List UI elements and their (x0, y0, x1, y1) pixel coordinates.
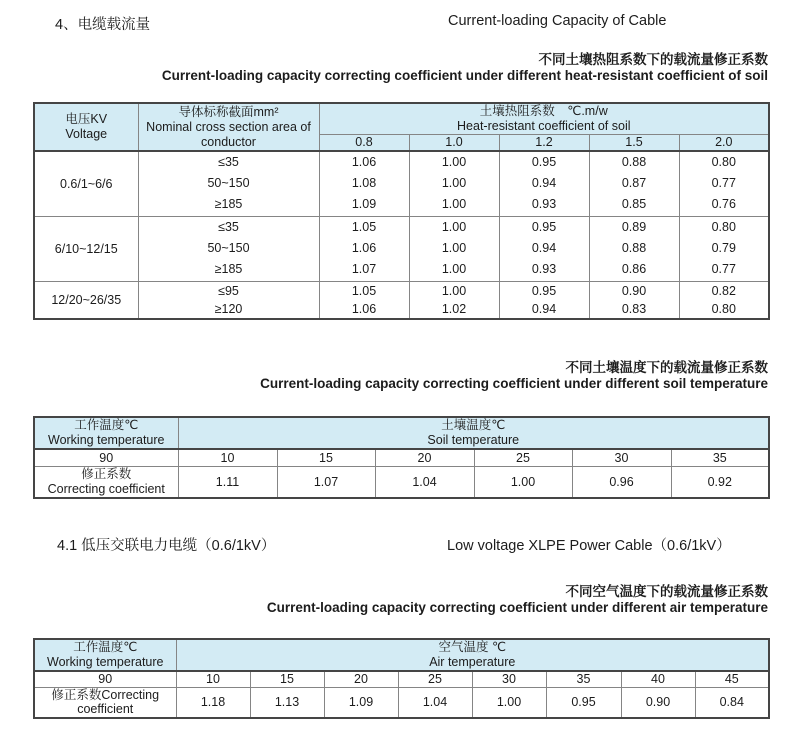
section-line: ≥120 (214, 301, 243, 316)
coeff-cell (589, 151, 679, 216)
coeff-value: 1.09 (324, 687, 398, 718)
heat-resistant-coefficient-table (33, 102, 770, 320)
coeff-value: 1.05 (351, 220, 377, 234)
section-cell (138, 281, 319, 319)
heading-soil-temperature-en: Current-loading capacity correcting coefficient under different soil temperature (260, 376, 768, 391)
coeff-value: 0.90 (621, 283, 647, 298)
working-temp-column-header (34, 417, 178, 449)
working-temp-header-en: Working temperature (47, 655, 164, 669)
coeff-value: 1.06 (351, 301, 377, 316)
coeff-value: 0.83 (621, 301, 647, 316)
coeff-cell (589, 216, 679, 281)
temp-value: 40 (621, 671, 695, 687)
section-line: ≤35 (218, 220, 239, 234)
heading-soil-heat-resist-en: Current-loading capacity correcting coefficient under different heat-resistant coefficient of soil (161, 68, 768, 83)
coeff-value: 1.04 (375, 466, 474, 498)
heat-table-header-row (34, 103, 769, 135)
soil-temp-header-zh: 土壤温度℃ (441, 418, 506, 432)
working-temp-value: 90 (34, 671, 176, 687)
soil-temp-column-header (178, 417, 769, 449)
coeff-cell (409, 151, 499, 216)
temp-value: 25 (398, 671, 472, 687)
working-temp-header-zh: 工作温度℃ (73, 640, 138, 654)
coeff-value: 1.07 (277, 466, 375, 498)
temp-value: 10 (176, 671, 250, 687)
coeff-value: 1.18 (176, 687, 250, 718)
coeff-value: 0.89 (621, 220, 647, 234)
temp-value: 35 (671, 449, 769, 466)
soil-coefficient-header-en: Heat-resistant coefficient of soil (457, 119, 631, 133)
coeff-value: 0.84 (695, 687, 769, 718)
air-temp-header-en: Air temperature (429, 655, 516, 669)
section-cell (138, 151, 319, 216)
coeff-value: 0.86 (621, 262, 647, 276)
working-temp-header-zh: 工作温度℃ (74, 418, 139, 432)
heading-air-temperature (0, 584, 768, 616)
coeff-value: 1.05 (351, 283, 377, 298)
temp-value: 35 (546, 671, 621, 687)
coeff-value: 0.95 (531, 283, 557, 298)
soil-coeff-header-cell: 1.0 (409, 135, 499, 152)
coeff-cell (499, 281, 589, 319)
coeff-value: 0.93 (531, 197, 557, 212)
temp-value: 15 (250, 671, 324, 687)
temp-value: 10 (178, 449, 277, 466)
temp-value: 30 (472, 671, 546, 687)
coeff-value: 0.88 (621, 155, 647, 170)
coeff-label-en: Correcting coefficient (47, 481, 165, 496)
coeff-value: 1.00 (441, 241, 467, 255)
coeff-value: 0.96 (572, 466, 671, 498)
coeff-value: 0.85 (621, 197, 647, 212)
coeff-value: 1.00 (441, 262, 467, 276)
coeff-cell (589, 281, 679, 319)
temp-value: 20 (324, 671, 398, 687)
voltage-column-header (34, 103, 138, 151)
voltage-group-row (34, 151, 769, 216)
heading-soil-temperature (0, 360, 768, 392)
air-temperature-table (33, 638, 770, 719)
section-line: ≤95 (218, 283, 239, 298)
temp-value: 45 (695, 671, 769, 687)
coeff-cell (319, 281, 409, 319)
coeff-cell (409, 216, 499, 281)
coeff-value: 1.00 (441, 220, 467, 234)
correcting-coefficient-row (34, 466, 769, 498)
air-temp-header-zh: 空气温度 ℃ (438, 640, 507, 654)
soil-coefficient-column-header (319, 103, 769, 135)
voltage-cell: 12/20~26/35 (34, 281, 138, 319)
temperature-values-row (34, 449, 769, 466)
voltage-group-row (34, 281, 769, 319)
voltage-header-en: Voltage (65, 127, 108, 141)
soil-table-header-row (34, 417, 769, 449)
coeff-value: 1.13 (250, 687, 324, 718)
coeff-value: 0.95 (546, 687, 621, 718)
coeff-value: 0.77 (711, 176, 736, 191)
coeff-value: 0.88 (621, 241, 647, 255)
coeff-value: 0.80 (711, 220, 736, 234)
coeff-value: 0.93 (531, 262, 557, 276)
subsection-title-english: Low voltage XLPE Power Cable（0.6/1kV） (447, 538, 731, 554)
correcting-coefficient-row (34, 687, 769, 718)
soil-coefficient-header-zh: 土壤热阻系数 ℃.m/w (479, 104, 608, 118)
coeff-cell (679, 281, 769, 319)
correcting-coefficient-label (34, 687, 176, 718)
heading-air-temperature-en: Current-loading capacity correcting coefficient under different air temperature (266, 600, 768, 615)
coeff-value: 0.77 (711, 262, 736, 276)
coeff-cell (499, 216, 589, 281)
coeff-cell (319, 216, 409, 281)
soil-coeff-header-cell: 0.8 (319, 135, 409, 152)
temp-value: 15 (277, 449, 375, 466)
section-number-title: 4、电缆载流量 (55, 17, 151, 33)
section-cell (138, 216, 319, 281)
coeff-label: 修正系数Correcting coefficient (51, 688, 160, 717)
coeff-value: 1.00 (441, 197, 467, 212)
section-line: ≥185 (214, 197, 243, 212)
temp-value: 20 (375, 449, 474, 466)
heading-soil-heat-resist-zh: 不同土壤热阻系数下的载流量修正系数 (538, 52, 768, 67)
air-table-header-row (34, 639, 769, 671)
section-line: ≥185 (214, 262, 243, 276)
working-temp-column-header (34, 639, 176, 671)
coeff-cell (319, 151, 409, 216)
coeff-cell (499, 151, 589, 216)
section-line: 50~150 (207, 241, 250, 255)
coeff-cell (679, 151, 769, 216)
coeff-value: 1.00 (472, 687, 546, 718)
coeff-value: 0.92 (671, 466, 769, 498)
coeff-value: 0.90 (621, 687, 695, 718)
voltage-cell: 0.6/1~6/6 (34, 151, 138, 216)
coeff-value: 0.94 (531, 301, 557, 316)
temp-value: 30 (572, 449, 671, 466)
cross-section-column-header (138, 103, 319, 151)
coeff-value: 1.00 (441, 283, 467, 298)
coeff-value: 1.07 (351, 262, 377, 276)
soil-coeff-header-cell: 2.0 (679, 135, 769, 152)
working-temp-value: 90 (34, 449, 178, 466)
coeff-value: 1.00 (441, 176, 467, 191)
coeff-value: 0.76 (711, 197, 736, 212)
heading-air-temperature-zh: 不同空气温度下的载流量修正系数 (565, 584, 768, 599)
cross-section-header-zh: 导体标称截面mm² (178, 104, 279, 119)
heading-soil-temperature-zh: 不同土壤温度下的载流量修正系数 (565, 360, 768, 375)
section-title-english: Current-loading Capacity of Cable (448, 13, 667, 29)
temp-value: 25 (474, 449, 572, 466)
temperature-values-row (34, 671, 769, 687)
coeff-value: 0.95 (531, 155, 557, 170)
coeff-value: 0.95 (531, 220, 557, 234)
air-temp-column-header (176, 639, 769, 671)
coeff-value: 0.80 (711, 301, 736, 316)
section-line: ≤35 (218, 155, 239, 170)
soil-temperature-table (33, 416, 770, 499)
coeff-value: 1.06 (351, 241, 377, 255)
coeff-label-zh: 修正系数 (81, 466, 132, 481)
coeff-value: 0.79 (711, 241, 736, 255)
working-temp-header-en: Working temperature (48, 433, 165, 447)
coeff-value: 1.08 (351, 176, 377, 191)
section-line: 50~150 (207, 176, 250, 191)
heading-soil-heat-resist (0, 52, 768, 84)
coeff-value: 1.00 (474, 466, 572, 498)
voltage-cell: 6/10~12/15 (34, 216, 138, 281)
coeff-value: 1.04 (398, 687, 472, 718)
subsection-number-title: 4.1 低压交联电力电缆（0.6/1kV） (57, 538, 276, 554)
soil-temp-header-en: Soil temperature (427, 433, 520, 447)
voltage-header-zh: 电压KV (65, 112, 108, 126)
coeff-value: 1.02 (441, 301, 467, 316)
voltage-group-row (34, 216, 769, 281)
coeff-value: 1.00 (441, 155, 467, 170)
coeff-value: 0.94 (531, 241, 557, 255)
coeff-value: 0.87 (621, 176, 647, 191)
cross-section-header-en: Nominal cross section area of conductor (146, 119, 311, 149)
coeff-value: 0.94 (531, 176, 557, 191)
coeff-value: 1.06 (351, 155, 377, 170)
coeff-value: 0.82 (711, 283, 736, 298)
coeff-value: 1.11 (178, 466, 277, 498)
soil-coeff-header-cell: 1.5 (589, 135, 679, 152)
coeff-value: 1.09 (351, 197, 377, 212)
coeff-cell (679, 216, 769, 281)
coeff-value: 0.80 (711, 155, 736, 170)
soil-coeff-header-cell: 1.2 (499, 135, 589, 152)
coeff-cell (409, 281, 499, 319)
correcting-coefficient-label (34, 466, 178, 498)
